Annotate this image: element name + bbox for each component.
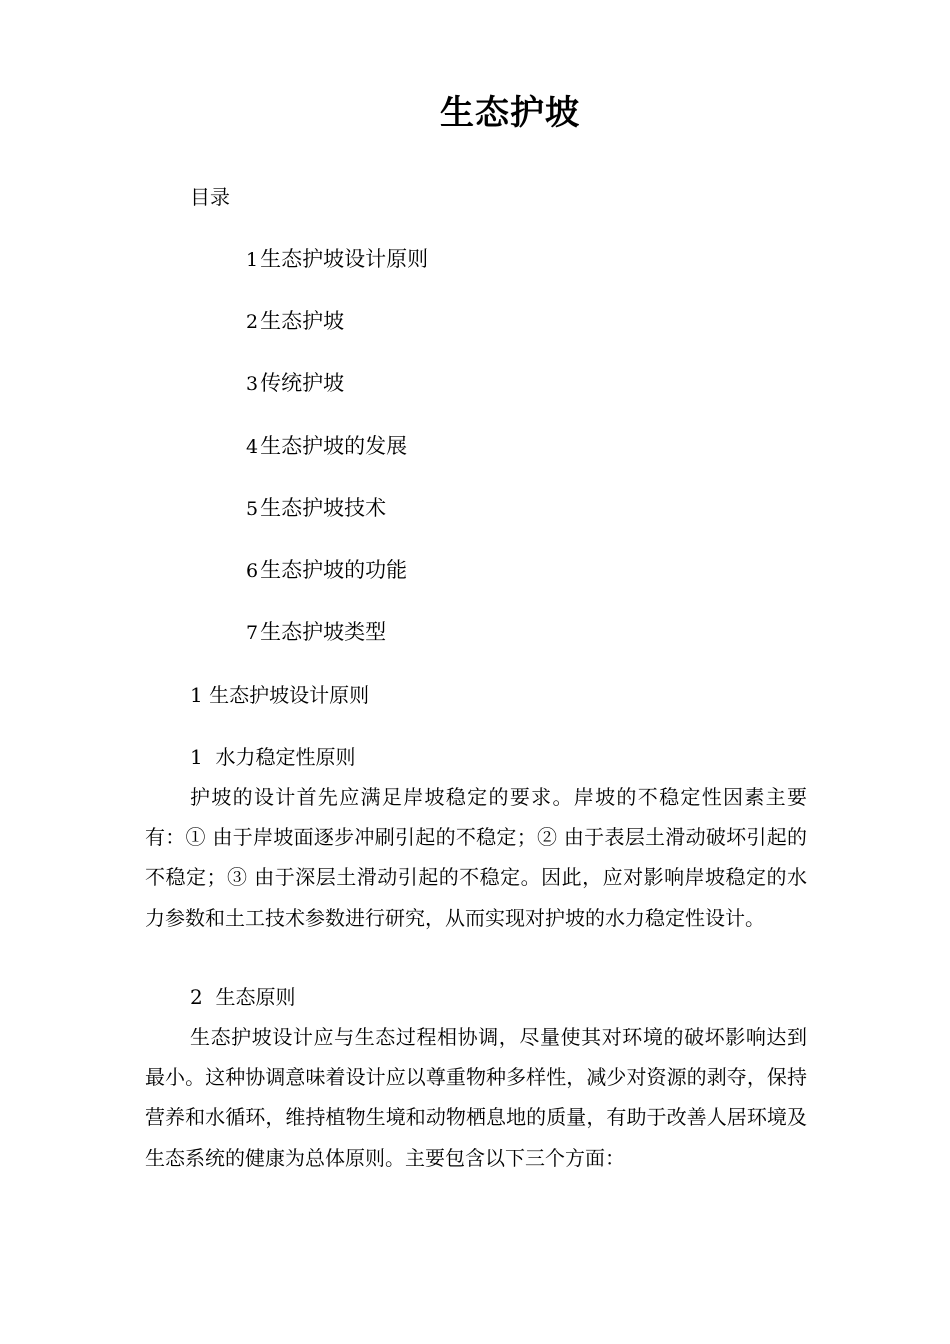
toc-item-label: 传统护坡 [260,371,345,396]
toc-item-label: 生态护坡 [260,309,345,334]
toc-item-number: 1 [246,249,259,271]
toc-item-label: 生态护坡的功能 [260,557,408,582]
subsection-heading-ecological: 2 生态原则 [190,985,296,1009]
toc-item-number: 3 [246,373,259,396]
toc-item-number: 2 [246,311,259,334]
document-title: 生态护坡 [440,93,580,133]
toc-item-number: 7 [246,622,259,645]
subsection-heading-hydraulic-stability: 1 水力稳定性原则 [190,745,356,769]
toc-item-1[interactable] [246,244,428,306]
toc-item-number: 4 [246,435,259,458]
toc-item-label: 生态护坡设计原则 [260,247,429,271]
toc-item-label: 生态护坡技术 [260,495,387,520]
toc-item-3[interactable] [246,368,428,430]
toc-item-label: 生态护坡的发展 [260,433,408,458]
paragraph-hydraulic-stability: 护坡的设计首先应满足岸坡稳定的要求。岸坡的不稳定性因素主要有：① 由于岸坡面逐步冲刷引起的不稳定；② 由于表层土滑动破坏引起的不稳定；③ 由于深层土滑动引起的不稳定。因此，应对影响岸坡稳定的水力参数和土工技术参数进行研究，从而实现对护坡的水力稳定性设计。 [145,785,807,930]
toc-heading: 目录 [190,185,230,209]
toc-item-4[interactable] [246,431,428,493]
toc-item-label: 生态护坡类型 [260,620,387,645]
toc-item-2[interactable] [246,306,428,368]
toc-item-number: 6 [246,559,259,582]
toc-item-7[interactable] [246,617,428,679]
table-of-contents [246,244,428,679]
section-heading: 1 生态护坡设计原则 [190,683,370,707]
paragraph-ecological: 生态护坡设计应与生态过程相协调，尽量使其对环境的破坏影响达到最小。这种协调意味着设计应以尊重物种多样性，减少对资源的剥夺，保持营养和水循环，维持植物生境和动物栖息地的质量，有助于改善人居环境及生态系统的健康为总体原则。主要包含以下三个方面： [145,1025,807,1170]
toc-item-number: 5 [246,497,259,520]
toc-item-6[interactable] [246,555,428,617]
toc-item-5[interactable] [246,493,428,555]
